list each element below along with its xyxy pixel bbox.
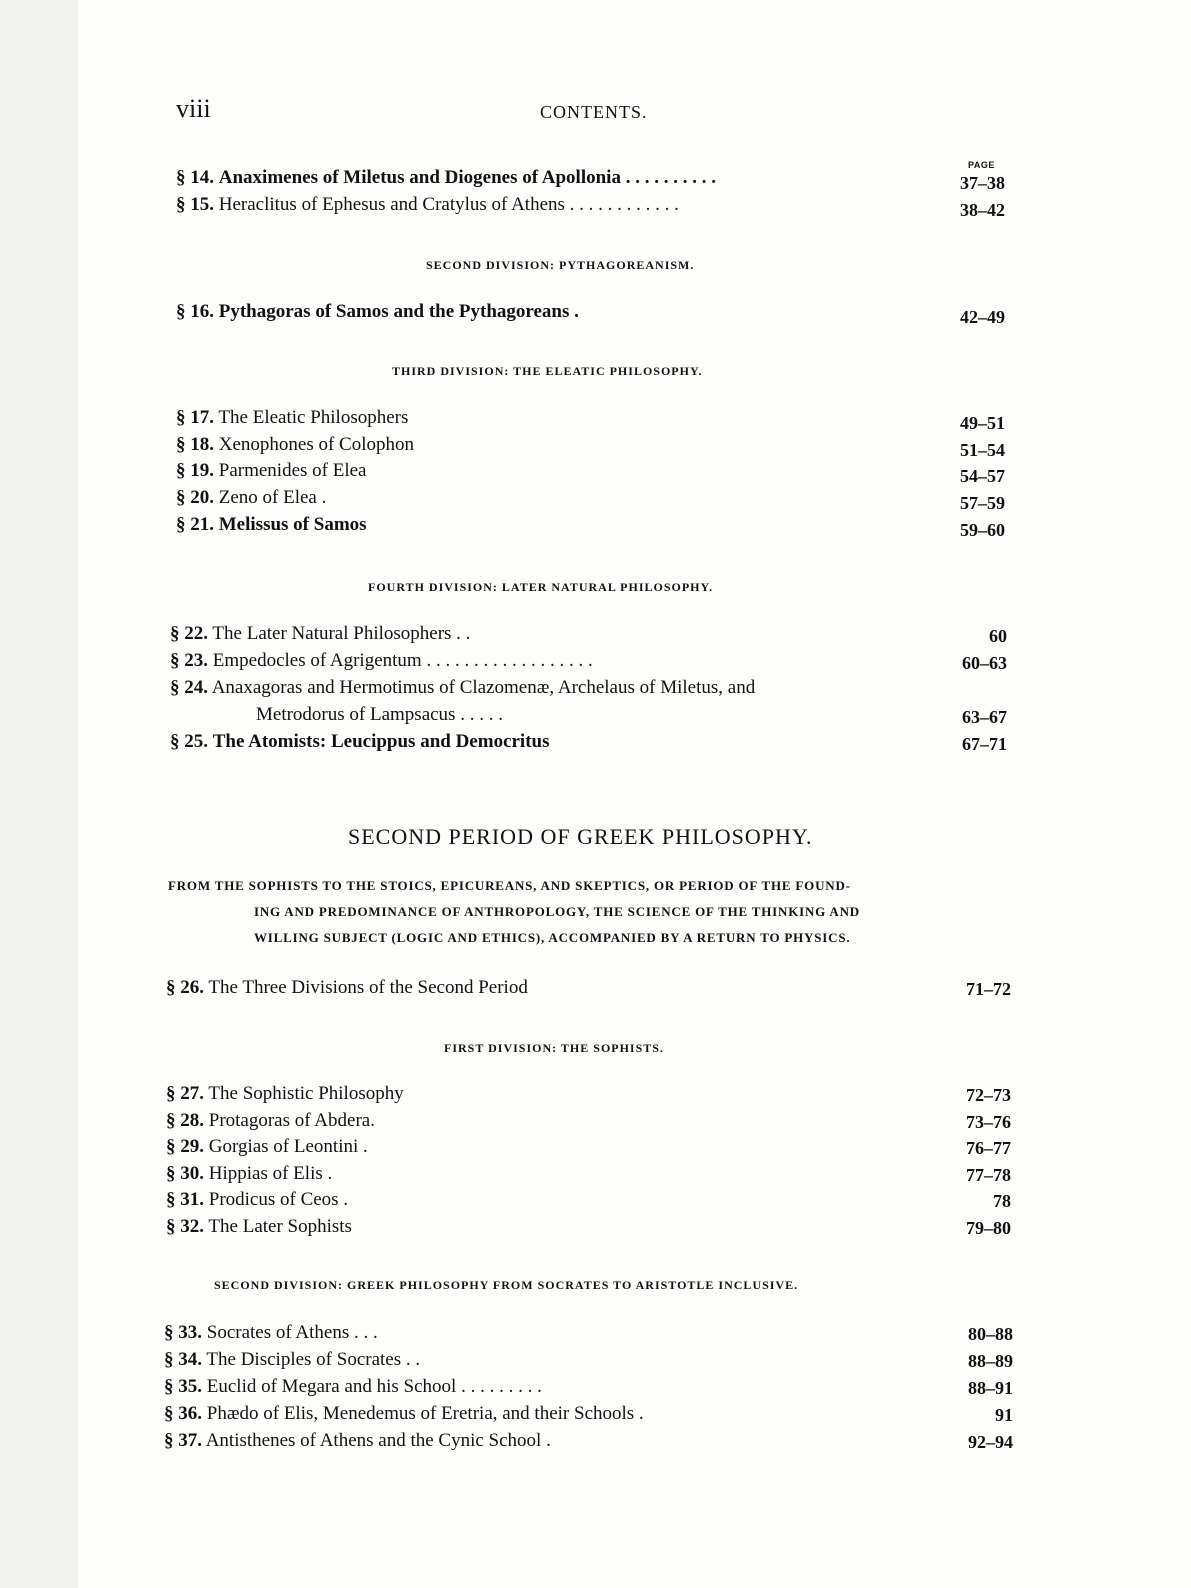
page-range: 49–51 — [960, 413, 1005, 433]
period-title: SECOND PERIOD OF GREEK PHILOSOPHY. — [348, 824, 813, 849]
toc-entry — [176, 406, 408, 430]
toc-entry-continuation — [256, 703, 503, 727]
entry-title: Anaximenes of Miletus and Diogenes of Apollonia . . . . . . . . . . — [218, 167, 716, 188]
entry-title: Gorgias of Leontini . — [208, 1136, 368, 1157]
entry-title: Anaxagoras and Hermotimus of Clazomenæ, Archelaus of Miletus, and — [211, 677, 756, 698]
section-number: § 33. — [164, 1322, 202, 1343]
toc-entry — [176, 459, 366, 483]
page-number: viii — [176, 94, 211, 123]
page-range: 71–72 — [966, 979, 1011, 999]
page-gutter-shadow — [0, 0, 78, 1588]
section-number: § 22. — [170, 623, 208, 644]
toc-entry — [176, 513, 367, 537]
page-range: 77–78 — [966, 1165, 1011, 1185]
section-number: § 35. — [164, 1376, 202, 1397]
section-number: § 26. — [166, 977, 204, 998]
page-range: 80–88 — [968, 1324, 1013, 1344]
period-subtitle-line: FROM THE SOPHISTS TO THE STOICS, EPICUREANS, AND SKEPTICS, OR PERIOD OF THE FOUND- — [168, 878, 851, 893]
entry-title: Metrodorus of Lampsacus . . . . . — [256, 704, 503, 725]
section-number: § 27. — [166, 1083, 204, 1104]
section-number: § 19. — [176, 460, 214, 481]
section-number: § 18. — [176, 434, 214, 455]
entry-title: The Later Sophists — [208, 1216, 352, 1237]
toc-entry — [164, 1375, 542, 1399]
section-number: § 30. — [166, 1163, 204, 1184]
page-range: 67–71 — [962, 734, 1007, 754]
entry-title: The Sophistic Philosophy — [208, 1083, 404, 1104]
toc-entry — [166, 1135, 368, 1159]
page-range: 60 — [989, 626, 1007, 646]
toc-entry — [164, 1321, 378, 1345]
section-number: § 29. — [166, 1136, 204, 1157]
toc-entry — [170, 622, 470, 646]
section-number: § 23. — [170, 650, 208, 671]
division-heading: FIRST DIVISION: THE SOPHISTS. — [444, 1041, 664, 1055]
toc-entry — [176, 166, 716, 190]
section-number: § 31. — [166, 1189, 204, 1210]
entry-title: Heraclitus of Ephesus and Cratylus of Athens . . . . . . . . . . . . — [218, 194, 679, 215]
page-range: 88–91 — [968, 1378, 1013, 1398]
page-range: 76–77 — [966, 1138, 1011, 1158]
toc-entry — [176, 193, 679, 217]
toc-entry — [166, 1215, 352, 1239]
toc-entry — [166, 1109, 375, 1133]
section-number: § 21. — [176, 514, 214, 535]
page-range: 79–80 — [966, 1218, 1011, 1238]
period-subtitle — [168, 873, 1028, 951]
period-subtitle-line: ING AND PREDOMINANCE OF ANTHROPOLOGY, THE SCIENCE OF THE THINKING AND — [254, 904, 860, 919]
running-title: CONTENTS. — [540, 102, 648, 122]
page-range: 78 — [993, 1191, 1011, 1211]
page-range: 63–67 — [962, 707, 1007, 727]
section-number: § 37. — [164, 1430, 202, 1451]
page-range: 38–42 — [960, 200, 1005, 220]
section-number: § 14. — [176, 167, 214, 188]
section-number: § 28. — [166, 1110, 204, 1131]
page-range: 54–57 — [960, 466, 1005, 486]
section-number: § 16. — [176, 301, 214, 322]
entry-title: Xenophones of Colophon — [218, 434, 415, 455]
toc-entry — [176, 300, 579, 324]
page-range: 92–94 — [968, 1432, 1013, 1452]
page-range: 60–63 — [962, 653, 1007, 673]
division-heading: SECOND DIVISION: GREEK PHILOSOPHY FROM SOCRATES TO ARISTOTLE INCLUSIVE. — [214, 1278, 799, 1292]
toc-entry — [166, 1082, 404, 1106]
entry-title: Empedocles of Agrigentum . . . . . . . . . . . . . . . . . . — [212, 650, 593, 671]
entry-title: The Later Natural Philosophers . . — [212, 623, 471, 644]
section-number: § 20. — [176, 487, 214, 508]
entry-title: Protagoras of Abdera. — [208, 1110, 375, 1131]
page-column-label: PAGE — [968, 160, 995, 170]
page-range: 73–76 — [966, 1112, 1011, 1132]
section-number: § 36. — [164, 1403, 202, 1424]
toc-entry — [164, 1348, 420, 1372]
page-range: 72–73 — [966, 1085, 1011, 1105]
division-heading: THIRD DIVISION: THE ELEATIC PHILOSOPHY. — [392, 364, 703, 378]
page-range: 51–54 — [960, 440, 1005, 460]
entry-title: Parmenides of Elea — [218, 460, 367, 481]
toc-entry — [176, 486, 326, 510]
toc-entry — [164, 1402, 644, 1426]
entry-title: Prodicus of Ceos . — [208, 1189, 349, 1210]
division-heading: SECOND DIVISION: PYTHAGOREANISM. — [426, 258, 695, 272]
toc-entry — [166, 1162, 332, 1186]
section-number: § 25. — [170, 731, 208, 752]
entry-title: Antisthenes of Athens and the Cynic School . — [205, 1430, 551, 1451]
toc-entry — [164, 1429, 551, 1453]
entry-title: The Atomists: Leucippus and Democritus — [212, 731, 550, 752]
toc-entry — [176, 433, 414, 457]
toc-entry — [170, 649, 593, 673]
entry-title: Phædo of Elis, Menedemus of Eretria, and their Schools . — [206, 1403, 644, 1424]
page-range: 91 — [995, 1405, 1013, 1425]
entry-title: Zeno of Elea . — [218, 487, 327, 508]
period-subtitle-line: WILLING SUBJECT (LOGIC AND ETHICS), ACCOMPANIED BY A RETURN TO PHYSICS. — [254, 930, 851, 945]
entry-title: Melissus of Samos — [218, 514, 367, 535]
section-number: § 17. — [176, 407, 214, 428]
page-range: 88–89 — [968, 1351, 1013, 1371]
division-heading: FOURTH DIVISION: LATER NATURAL PHILOSOPHY. — [368, 580, 714, 594]
section-number: § 15. — [176, 194, 214, 215]
page-range: 59–60 — [960, 520, 1005, 540]
entry-title: The Three Divisions of the Second Period — [208, 977, 528, 998]
entry-title: Pythagoras of Samos and the Pythagoreans . — [218, 301, 579, 322]
section-number: § 24. — [170, 677, 208, 698]
toc-entry — [170, 676, 755, 700]
section-number: § 32. — [166, 1216, 204, 1237]
page-range: 57–59 — [960, 493, 1005, 513]
entry-title: The Disciples of Socrates . . — [206, 1349, 421, 1370]
page-range: 37–38 — [960, 173, 1005, 193]
entry-title: Hippias of Elis . — [208, 1163, 333, 1184]
entry-title: Euclid of Megara and his School . . . . . . . . . — [206, 1376, 542, 1397]
toc-entry — [170, 730, 550, 754]
page-range: 42–49 — [960, 307, 1005, 327]
toc-entry — [166, 1188, 348, 1212]
toc-entry — [166, 976, 528, 1000]
entry-title: The Eleatic Philosophers — [218, 407, 409, 428]
section-number: § 34. — [164, 1349, 202, 1370]
entry-title: Socrates of Athens . . . — [206, 1322, 378, 1343]
